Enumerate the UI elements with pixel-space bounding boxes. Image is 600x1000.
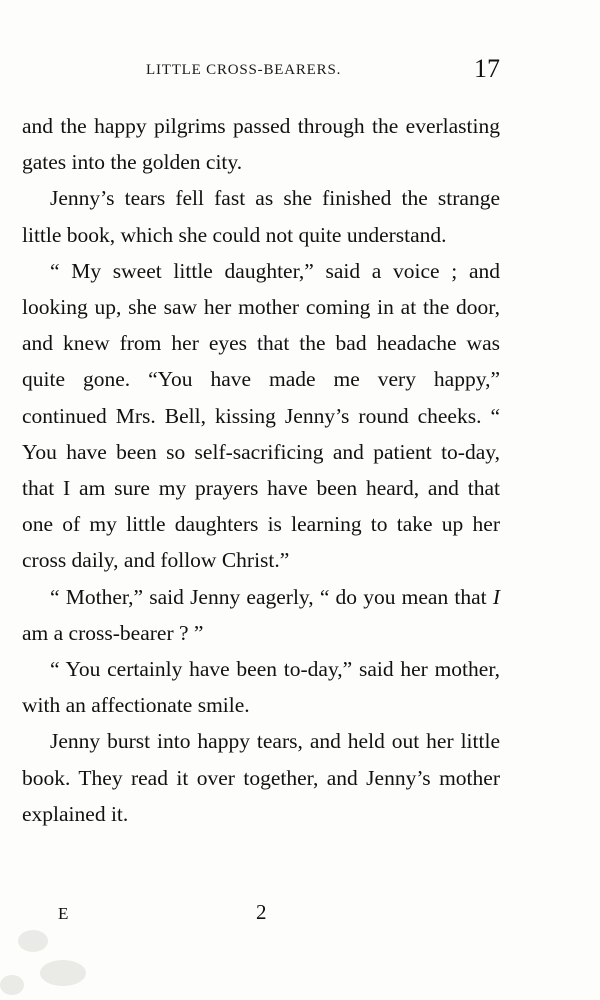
paragraph: and the happy pilgrims passed through the everlasting gates into the golden city.: [22, 114, 500, 175]
page-stain: [18, 930, 48, 952]
page-stain: [0, 975, 24, 995]
paragraph: Jenny’s tears fell fast as she finished the strange little book, which she could not quite understand.: [22, 186, 500, 247]
body-text: [22, 108, 500, 832]
paragraph: Jenny burst into happy tears, and held out her little book. They read it over together, and Jenny’s mother explained it.: [22, 729, 500, 826]
paragraph: “ You certainly have been to-day,” said her mother, with an affectionate smile.: [22, 657, 500, 718]
running-title: LITTLE CROSS-BEARERS.: [146, 62, 342, 78]
signature-letter: E: [58, 904, 69, 923]
paragraph: “ My sweet little daughter,” said a voice ; and looking up, she saw her mother coming in at the door, and knew from her eyes that the bad headache was quite gone. “You have made me very happy,” continued Mrs. Bell, kissing Jenny’s round cheeks. “ You have been so self-sacrificing and patient to-day, that I am sure my prayers have been heard, and that one of my little daughters is learning to take up her cross daily, and follow Christ.”: [22, 258, 500, 573]
italic-word: I: [492, 584, 500, 609]
signature-number: 2: [256, 900, 267, 924]
paragraph-text: “ Mother,” said Jenny eagerly, “ do you mean that: [50, 584, 493, 609]
paragraph-text: am a cross-bearer ? ”: [22, 620, 204, 645]
page-stain: [40, 960, 86, 986]
paragraph: [22, 579, 500, 651]
page-number: 17: [474, 54, 500, 83]
